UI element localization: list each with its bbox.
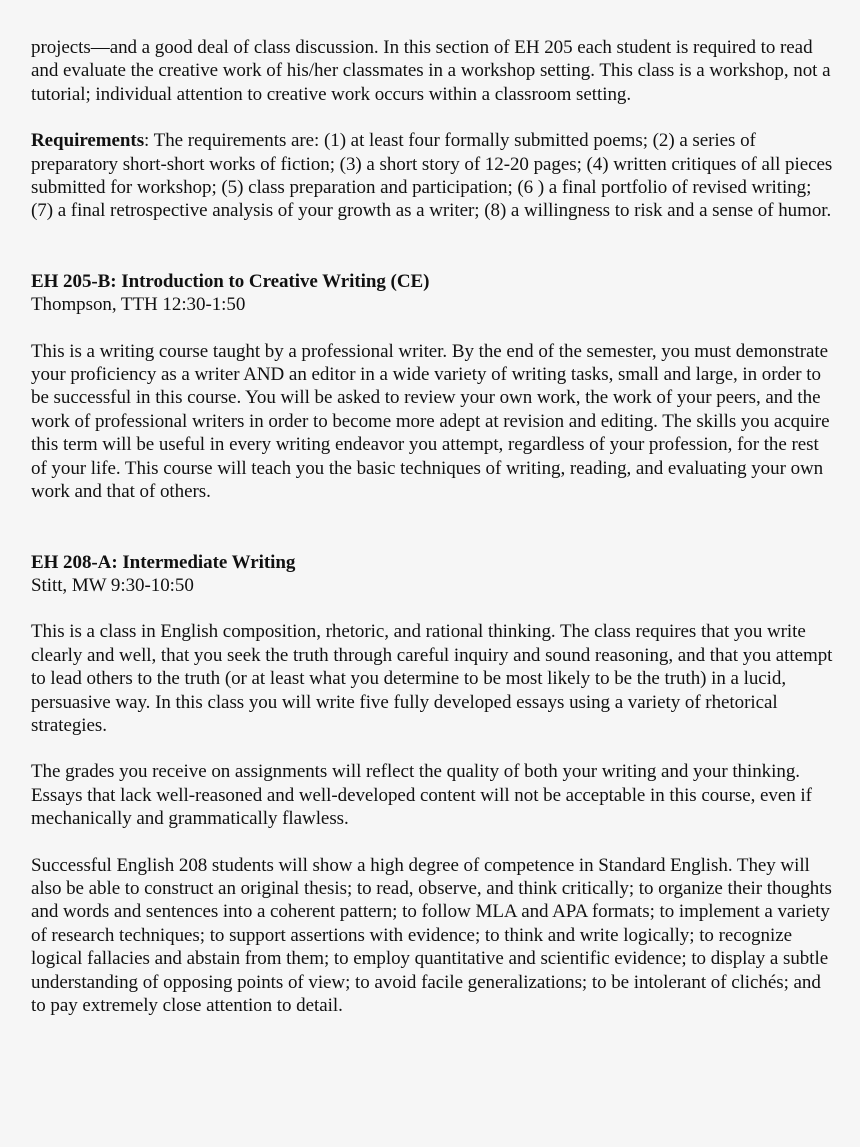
spacer: [31, 504, 834, 551]
spacer: [31, 223, 834, 270]
requirements-text: : The requirements are: (1) at least four formally submitted poems; (2) a series of preparatory short-short works of fiction; (3) a short story of 12-20 pages; (4) written critiques of all pieces submitted for workshop; (5) class preparation and participation; (6 ) a final portfolio of revised writing; (7) a final retrospective analysis of your growth as a writer; (8) a willingness to risk and a sense of humor.: [31, 130, 833, 222]
requirements-label: Requirements: [31, 130, 145, 152]
requirements-paragraph: [31, 129, 834, 223]
spacer: [31, 831, 834, 854]
intro-paragraph: projects—and a good deal of class discussion. In this section of EH 205 each student is required to read and evaluate the creative work of his/her classmates in a workshop setting. This class is a workshop, not a tutorial; individual attention to creative work occurs within a classroom setting.: [31, 37, 831, 105]
course-title: EH 208-A: Intermediate Writing: [31, 551, 296, 573]
course-description: This is a writing course taught by a professional writer. By the end of the semester, you must demonstrate your proficiency as a writer AND an editor in a wide variety of writing tasks, small and large, in order to be successful in this course. You will be asked to review your own work, the work of your peers, and the work of professional writers in order to become more adept at revision and editing. The skills you acquire this term will be useful in every writing endeavor you attempt, regardless of your profession, for the rest of your life. This course will teach you the basic techniques of writing, reading, and evaluating your own work and that of others.: [31, 340, 830, 503]
course-instructor-time: Stitt, MW 9:30-10:50: [31, 574, 194, 596]
course-grading-paragraph: The grades you receive on assignments will reflect the quality of both your writing and your thinking. Essays that lack well-reasoned and well-developed content will not be acceptable in this course, even if mechanically and grammatically flawless.: [31, 761, 812, 830]
course-title: EH 205-B: Introduction to Creative Writing (CE): [31, 270, 430, 292]
course-description: This is a class in English composition, rhetoric, and rational thinking. The class requires that you write clearly and well, that you seek the truth through careful inquiry and sound reasoning, and that you attempt to lead others to the truth (or at least what you determine to be most likely to be the truth) in a lucid, persuasive way. In this class you will write five fully developed essays using a variety of rhetorical strategies.: [31, 621, 833, 736]
course-section-eh205b: [31, 270, 834, 504]
course-instructor-time: Thompson, TTH 12:30-1:50: [31, 294, 246, 316]
spacer: [31, 737, 834, 760]
spacer: [31, 106, 834, 129]
spacer: [31, 597, 834, 620]
spacer: [31, 317, 834, 340]
course-section-eh208a: [31, 551, 834, 1018]
course-outcomes-paragraph: Successful English 208 students will show a high degree of competence in Standard English. They will also be able to construct an original thesis; to read, observe, and think critically; to organize their thoughts and words and sentences into a coherent pattern; to follow MLA and APA formats; to implement a variety of research techniques; to support assertions with evidence; to think and write logically; to recognize logical fallacies and abstain from them; to employ quantitative and scientific evidence; to display a subtle understanding of opposing points of view; to avoid facile generalizations; to be intolerant of clichés; and to pay extremely close attention to detail.: [31, 854, 832, 1016]
